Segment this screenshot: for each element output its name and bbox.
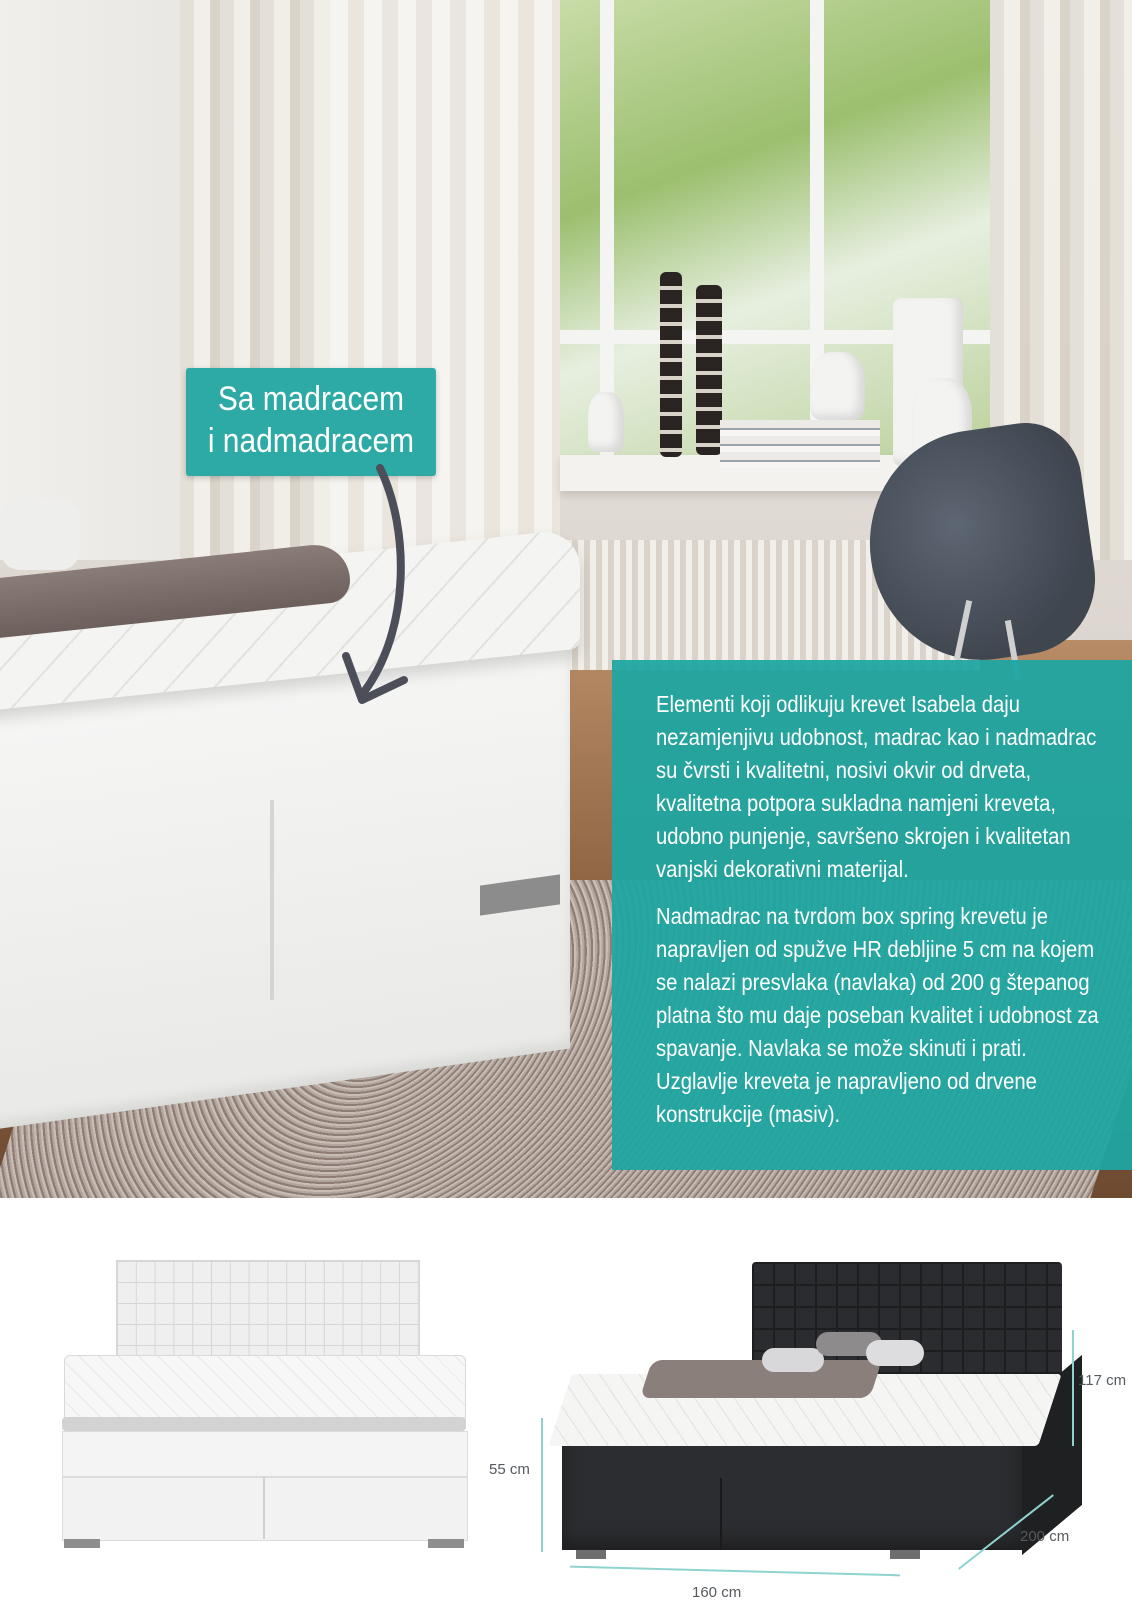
candle-holder [660,272,682,457]
dimension-line-base [541,1418,543,1552]
candle-holder [696,285,722,455]
dimension-width: 160 cm [692,1584,742,1601]
description-paragraph-2: Nadmadrac na tvrdom box spring krevetu je napravljen od spužve HR debljine 5 cm na kojem se nalazi presvlaka (navlaka) od 200 g štepanog platna što mu daje poseban kvalitet i udobnost za spavanje. Navlaka se može skinuti i prati. Uzglavlje kreveta je napravljeno od drvene konstrukcije (masiv). [656,903,1099,1127]
bed-foot [64,1539,100,1548]
dimension-line-height [1072,1330,1074,1446]
dimension-height-base: 55 cm [489,1461,530,1478]
bed-base [62,1477,468,1541]
product-image-white-bed [56,1245,476,1585]
headboard [116,1260,420,1367]
pillow [866,1340,924,1366]
callout-line-1: Sa madracem [217,380,405,418]
product-image-black-bed [556,1262,1076,1582]
curtain-left [180,0,330,560]
stacked-books [720,420,880,468]
bed-base [562,1430,1022,1550]
description-paragraph-1: Elementi koji odlikuju krevet Isabela daju nezamjenjivu udobnost, madrac kao i nadmadrac su čvrsti i kvalitetni, nosivi okvir od drveta, kvalitetna potpora sukladna namjeni kreveta, udobno punjenje, savršeno skrojen i kvalitetan vanjski dekorativni materijal. [656,691,1097,882]
bed-foot [428,1539,464,1548]
bed-foot [890,1550,920,1559]
mattress [64,1355,466,1423]
vase [810,352,865,420]
vase [588,392,624,452]
callout-line-2: i nadmadracem [207,422,415,460]
description-panel [612,660,1132,1170]
curved-arrow-icon [340,460,420,720]
dimension-length: 200 cm [1020,1528,1070,1545]
bed-foot [576,1550,606,1559]
pillow [0,500,80,570]
bed-box [62,1431,468,1477]
dimension-height-total: 117 cm [1078,1372,1127,1389]
pillow [762,1348,824,1372]
throw-blanket [640,1360,882,1398]
